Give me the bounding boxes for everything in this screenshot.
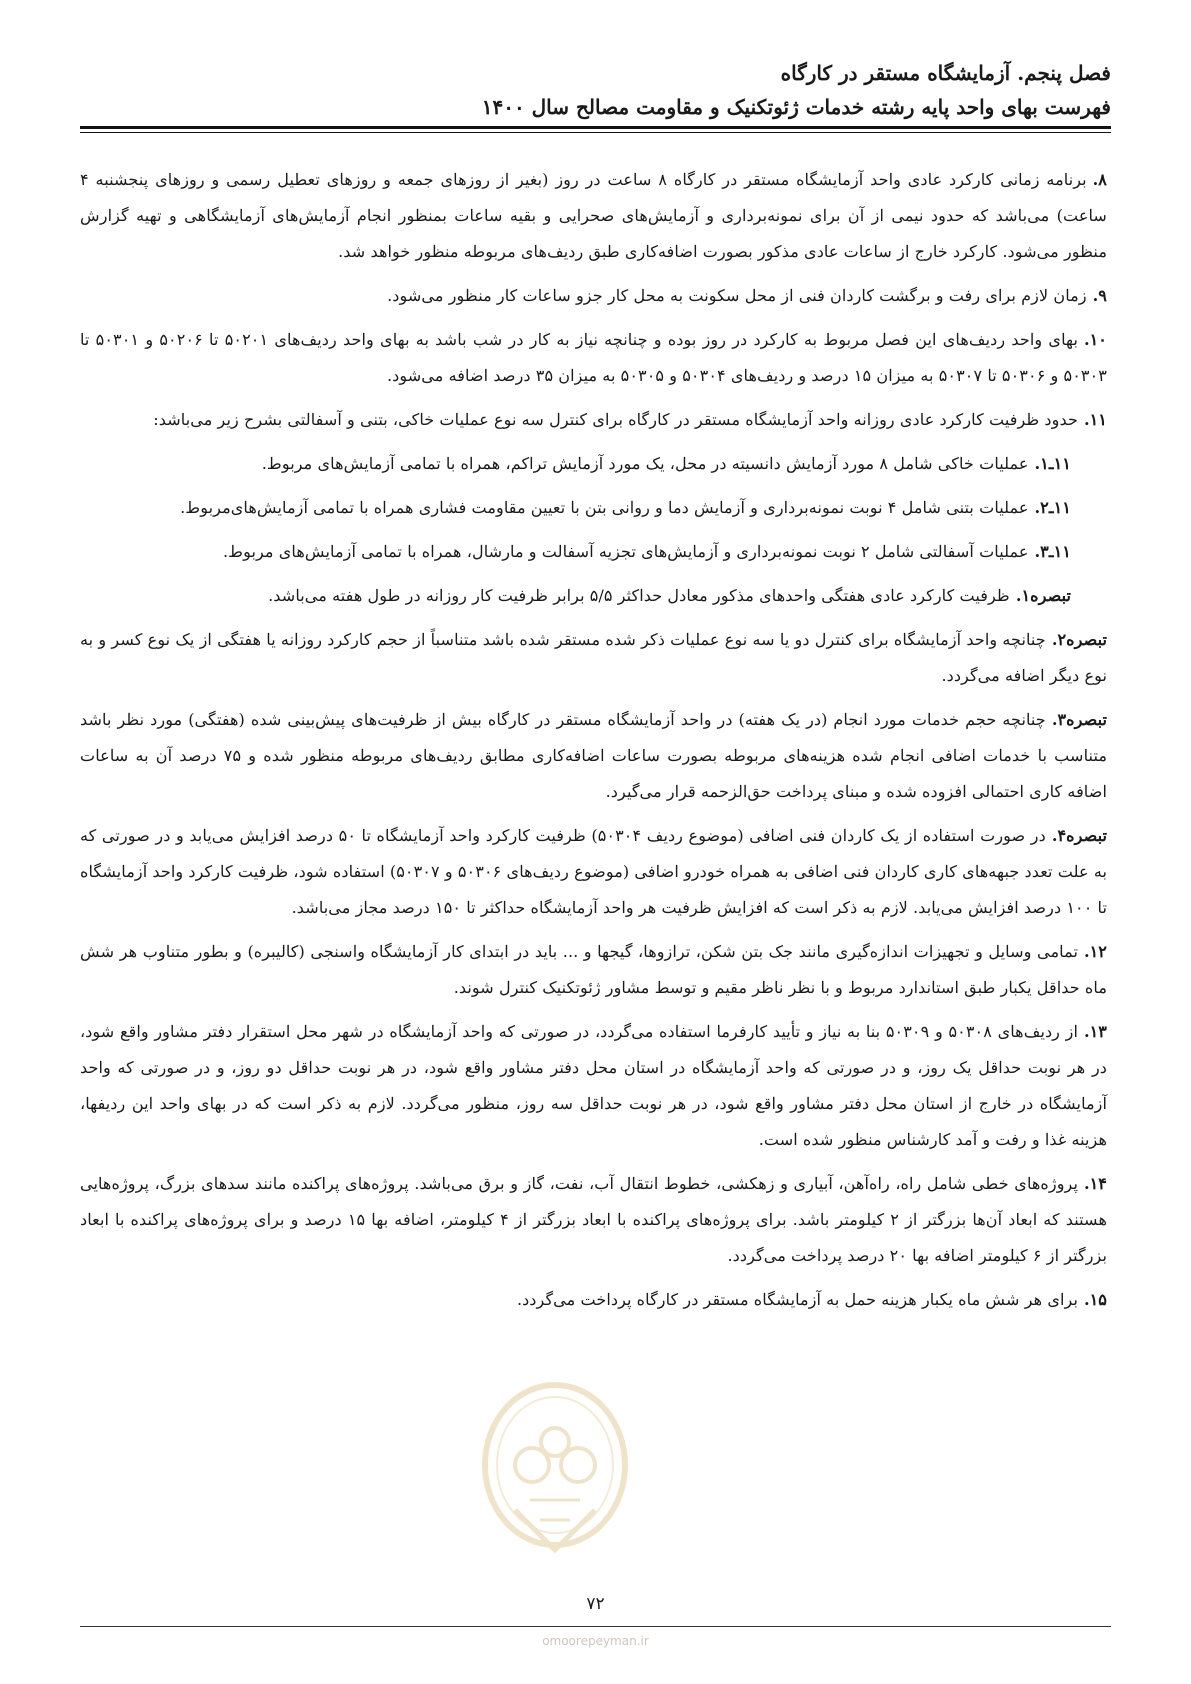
subitem-number: ۱۱ـ۲. — [1034, 498, 1071, 517]
paragraph-text: برنامه زمانی کارکرد عادی واحد آزمایشگاه مستقر در کارگاه ۸ ساعت در روز (بغیر از روزهای جمعه و روزهای تعطیل رسمی و روزهای پنجشنبه ۴ ساعت) می‌باشد که حدود نیمی از آن برای نمونه‌برداری و آزمایش‌های صحرایی و بقیه ساعات بمنظور انجام آزمایش‌های آزمایشگاهی و تهیه گزارش منظور می‌شود. کارکرد خارج از ساعات عادی مذکور بصورت اضافه‌کاری طبق ردیف‌های مربوطه منظور خواهد شد. — [80, 170, 1107, 261]
paragraph-13 — [80, 1014, 1107, 1158]
note-text: در صورت استفاده از یک کاردان فنی اضافی (موضوع ردیف ۵۰۳۰۴) ظرفیت کارکرد واحد آزمایشگاه تا ۵۰ درصد افزایش می‌یابد و در صورتی که به علت تعدد جبهه‌های کاری کاردان فنی اضافی به همراه خودرو اضافی (موضوع ردیف‌های ۵۰۳۰۶ و ۵۰۳۰۷) استفاده شود، ظرفیت کارکرد واحد آزمایشگاه تا ۱۰۰ درصد افزایش می‌یابد. لازم به ذکر است که افزایش ظرفیت هر واحد آزمایشگاه حداکثر تا ۱۵۰ درصد مجاز می‌باشد. — [80, 826, 1107, 917]
paragraph-9 — [80, 278, 1107, 314]
paragraph-10 — [80, 322, 1107, 394]
subitem-text: عملیات آسفالتی شامل ۲ نوبت نمونه‌برداری و آزمایش‌های تجزیه آسفالت و مارشال، همراه با تمامی آزمایش‌های مربوط. — [223, 542, 1029, 561]
paragraph-number: ۱۱. — [1083, 410, 1107, 429]
note-label: تبصره۱. — [1015, 586, 1071, 605]
note-text: چنانچه واحد آزمایشگاه برای کنترل دو یا سه نوع عملیات ذکر شده مستقر شده باشد متناسباً از حجم کارکرد روزانه یا هفتگی از یک نوع کسر و به نوع دیگر اضافه می‌گردد. — [80, 630, 1107, 685]
paragraph-number: ۱۵. — [1083, 1290, 1107, 1309]
paragraph-number: ۱۳. — [1083, 1022, 1107, 1041]
paragraph-8 — [80, 162, 1107, 270]
note-text: ظرفیت کارکرد عادی هفتگی واحدهای مذکور معادل حداکثر ۵/۵ برابر ظرفیت کار روزانه در طول هفته می‌باشد. — [268, 586, 1010, 605]
paragraph-number: ۸. — [1092, 170, 1107, 189]
paragraph-number: ۱۲. — [1083, 942, 1107, 961]
paragraph-15 — [80, 1282, 1107, 1318]
paragraph-14 — [80, 1166, 1107, 1274]
subitem-text: عملیات بتنی شامل ۴ نوبت نمونه‌برداری و آزمایش دما و روانی بتن با تعیین مقاومت فشاری همراه با تمامی آزمایش‌های‌مربوط. — [180, 498, 1029, 517]
paragraph-text: بهای واحد ردیف‌های این فصل مربوط به کارکرد در روز بوده و چنانچه نیاز به کار در شب باشد به بهای واحد ردیف‌های ۵۰۲۰۱ تا ۵۰۲۰۶ و ۵۰۳۰۱ تا ۵۰۳۰۳ و ۵۰۳۰۶ تا ۵۰۳۰۷ به میزان ۱۵ درصد و ردیف‌های ۵۰۳۰۴ و ۵۰۳۰۵ به میزان ۳۵ درصد اضافه می‌شود. — [80, 330, 1107, 385]
note-text: چنانچه حجم خدمات مورد انجام (در یک هفته) در واحد آزمایشگاه مستقر در کارگاه بیش از ظرفیت‌های پیش‌بینی شده (هفتگی) مورد نظر باشد متناسب با خدمات اضافی انجام شده هزینه‌های مربوطه بصورت ساعات اضافه‌کاری مطابق ردیف‌های مربوطه منظور شده و ۷۵ درصد آن به ساعات اضافه کاری احتمالی افزوده شده و مبنای پرداخت حق‌الزحمه قرار می‌گیرد. — [80, 710, 1107, 801]
note-2 — [80, 622, 1107, 694]
chapter-title: فصل پنجم. آزمایشگاه مستقر در کارگاه — [780, 61, 1111, 85]
subitem-11-2 — [80, 490, 1107, 526]
paragraph-text: برای هر شش ماه یکبار هزینه حمل به آزمایشگاه مستقر در کارگاه پرداخت می‌گردد. — [516, 1290, 1078, 1309]
watermark-url: omoorepeyman.ir — [542, 1634, 649, 1648]
paragraph-number: ۱۰. — [1083, 330, 1107, 349]
paragraph-text: تمامی وسایل و تجهیزات اندازه‌گیری مانند جک بتن شکن، ترازوها، گیجها و ... باید در ابتدای کار آزمایشگاه واسنجی (کالیبره) و بطور متناوب هر شش ماه حداقل یکبار طبق استاندارد مربوط و با نظر ناظر مقیم و توسط مشاور ژئوتکنیک کنترل شوند. — [80, 942, 1107, 997]
watermark-seal-icon — [470, 1370, 640, 1585]
subitem-number: ۱۱ـ۱. — [1034, 454, 1071, 473]
footer-rule — [80, 1626, 1111, 1627]
paragraph-text: از ردیف‌های ۵۰۳۰۸ و ۵۰۳۰۹ بنا به نیاز و تأیید کارفرما استفاده می‌گردد، در صورتی که واحد آزمایشگاه در شهر محل استقرار دفتر مشاور واقع شود، در هر نوبت حداقل یک روز، و در صورتی که واحد آزمایشگاه در استان محل دفتر مشاور واقع شود، در هر نوبت حداقل دو روز، و در صورتی که واحد آزمایشگاه در خارج از استان محل دفتر مشاور واقع شود، در هر نوبت حداقل سه روز، منظور می‌گردد. لازم به ذکر است که در بهای واحد این ردیفها، هزینه غذا و رفت و آمد کارشناس منظور شده است. — [80, 1022, 1107, 1149]
note-label: تبصره۳. — [1051, 710, 1107, 729]
note-1 — [80, 578, 1107, 614]
subitem-11-1 — [80, 446, 1107, 482]
subitem-11-3 — [80, 534, 1107, 570]
paragraph-text: حدود ظرفیت کارکرد عادی روزانه واحد آزمایشگاه مستقر در کارگاه برای کنترل سه نوع عملیات خاکی، بتنی و آسفالتی بشرح زیر می‌باشد: — [153, 410, 1078, 429]
paragraph-12 — [80, 934, 1107, 1006]
header-rule-thin — [80, 132, 1111, 133]
paragraph-number: ۱۴. — [1083, 1174, 1107, 1193]
document-title: فهرست بهای واحد پایه رشته خدمات ژئوتکنیک و مقاومت مصالح سال ۱۴۰۰ — [481, 95, 1111, 119]
paragraph-11 — [80, 402, 1107, 438]
note-label: تبصره۴. — [1051, 826, 1107, 845]
page-header — [80, 56, 1111, 124]
header-rule-thick — [80, 126, 1111, 129]
subitem-number: ۱۱ـ۳. — [1034, 542, 1071, 561]
paragraph-number: ۹. — [1092, 286, 1107, 305]
paragraph-text: زمان لازم برای رفت و برگشت کاردان فنی از محل سکونت به محل کار جزو ساعات کار منظور می‌شود. — [387, 286, 1087, 305]
note-3 — [80, 702, 1107, 810]
paragraph-text: پروژه‌های خطی شامل راه، راه‌آهن، آبیاری و زهکشی، خطوط انتقال آب، نفت، گاز و برق می‌باشد. پروژه‌های پراکنده مانند سدهای بزرگ، پروژه‌هایی هستند که ابعاد آن‌ها بزرگتر از ۲ کیلومتر باشد. برای پروژه‌های پراکنده با ابعاد بزرگتر از ۴ کیلومتر، اضافه بها ۱۵ درصد و برای پروژه‌های پراکنده با ابعاد بزرگتر از ۶ کیلومتر اضافه بها ۲۰ درصد پرداخت می‌گردد. — [80, 1174, 1107, 1265]
subitem-text: عملیات خاکی شامل ۸ مورد آزمایش دانسیته در محل، یک مورد آزمایش تراکم، همراه با تمامی آزمایش‌های مربوط. — [261, 454, 1029, 473]
page-number: ۷۲ — [586, 1594, 605, 1614]
body-content — [80, 162, 1107, 1326]
note-4 — [80, 818, 1107, 926]
note-label: تبصره۲. — [1051, 630, 1107, 649]
